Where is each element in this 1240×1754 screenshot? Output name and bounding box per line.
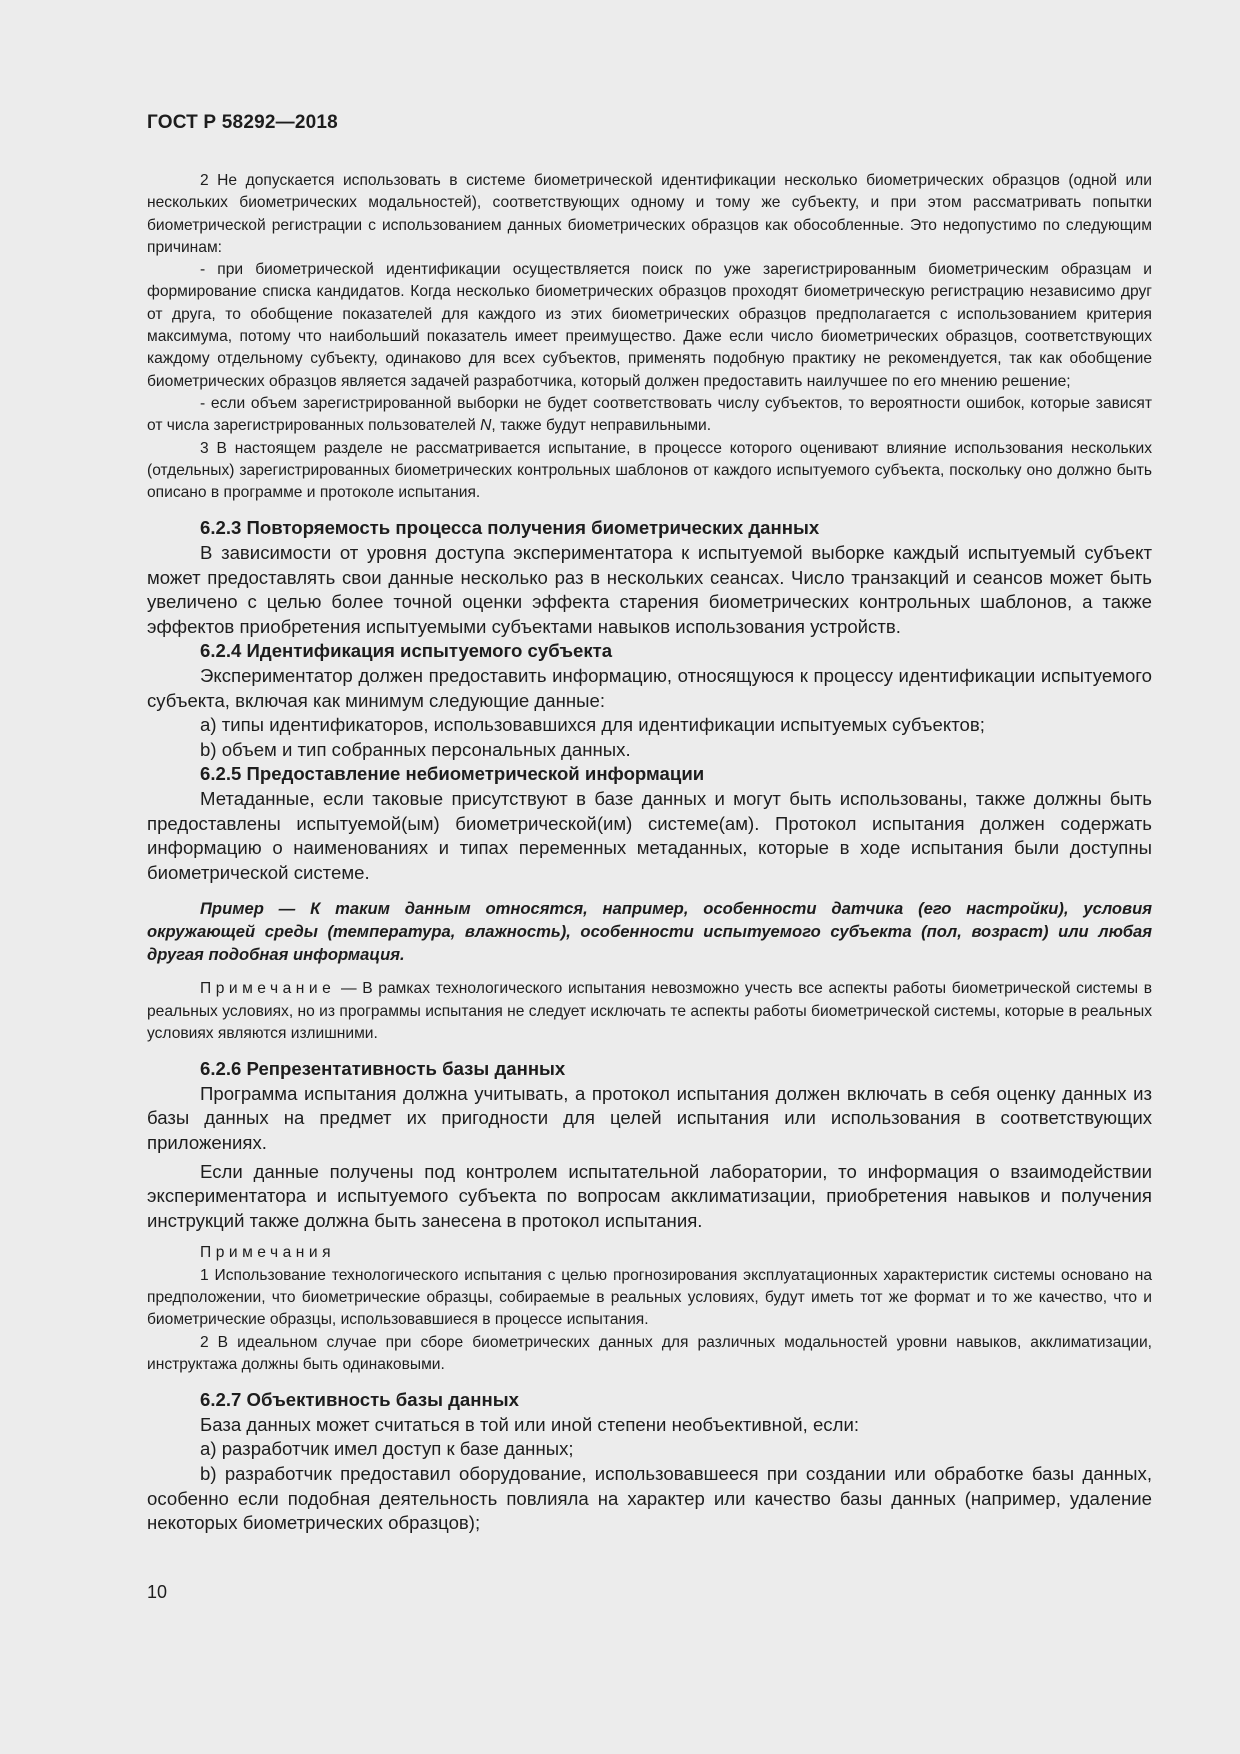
paragraph-6-2-6-1: Программа испытания должна учитывать, а протокол испытания должен включать в себя оценку данных из базы данных на предмет их пригодности для целей испытания или использования в соответствующих приложениях. <box>147 1082 1152 1154</box>
heading-6-2-3: 6.2.3 Повторяемость процесса получения биометрических данных <box>200 517 820 539</box>
heading-6-2-5: 6.2.5 Предоставление небиометрической информации <box>200 763 705 785</box>
heading-6-2-4: 6.2.4 Идентификация испытуемого субъекта <box>200 640 613 662</box>
list-item-b: b) объем и тип собранных персональных данных. <box>200 738 631 760</box>
paragraph-6-2-4: Экспериментатор должен предоставить информацию, относящуюся к процессу идентификации испытуемого субъекта, включая как минимум следующие данные: <box>147 665 1152 711</box>
document-header: ГОСТ Р 58292—2018 <box>147 112 338 133</box>
note-label: Примечание <box>200 980 336 998</box>
paragraph-6-2-7: База данных может считаться в той или иной степени необъективной, если: <box>200 1413 860 1435</box>
note-text: — В рамках технологического испытания невозможно учесть все аспекты работы биометрической системы в реальных условиях, но из программы испытания не следует исключать те аспекты работы биометрической системы, которые в реальных условиях являются излишними. <box>147 980 1152 1042</box>
note-2-item-2-part-a: - если объем зарегистрированной выборки не будет соответствовать числу субъектов, то вероятности ошибок, которые зависят от числа зарегистрированных пользователей <box>147 394 1152 435</box>
note-2-intro: 2 Не допускается использовать в системе биометрической идентификации несколько биометрических образцов (одной или нескольких биометрических модальностей), соответствующих одному и тому же субъекту, и при этом рассматривать попытки биометрической регистрации с использованием данных биометрических образцов как обособленные. Это недопустимо по следующим причинам: <box>147 172 1152 256</box>
paragraph-6-2-6-2: Если данные получены под контролем испытательной лаборатории, то информация о взаимодействии экспериментатора и испытуемого субъекта по вопросам акклиматизации, приобретения навыков и получения инструкций также должна быть занесена в протокол испытания. <box>147 1160 1152 1231</box>
notes-item-1: 1 Использование технологического испытания с целью прогнозирования эксплуатационных характеристик системы основано на предположении, что биометрические образцы, собираемые в реальных условиях, будут иметь тот же формат и то же качество, что и биометрические образцы, использовавшиеся в процессе испытания. <box>147 1266 1152 1329</box>
heading-6-2-7: 6.2.7 Объективность базы данных <box>200 1389 519 1411</box>
note-block <box>147 978 1152 1045</box>
note-2-item-2 <box>147 393 1152 438</box>
example-block: Пример — К таким данным относятся, например, особенности датчика (его настройки), условия окружающей среды (температура, влажность), особенности испытуемого субъекта (пол, возраст) или любая другая подобная информация. <box>147 899 1152 965</box>
paragraph-6-2-5: Метаданные, если таковые присутствуют в базе данных и могут быть использованы, также должны быть предоставлены испытуемой(ым) биометрической(им) системе(ам). Протокол испытания должен содержать информацию о наименованиях и типах переменных метаданных, которые в ходе испытания были доступны биометрической системе. <box>147 787 1152 883</box>
page-number: 10 <box>147 1582 168 1602</box>
note-3: 3 В настоящем разделе не рассматривается испытание, в процессе которого оценивают влияние использования нескольких (отдельных) зарегистрированных биометрических контрольных шаблонов от каждого испытуемого субъекта, поскольку оно должно быть описано в программе и протоколе испытания. <box>147 439 1152 502</box>
list-item-a: a) типы идентификаторов, использовавшихся для идентификации испытуемых субъектов; <box>200 714 985 736</box>
notes-label: Примечания <box>200 1244 336 1262</box>
paragraph-6-2-3: В зависимости от уровня доступа экспериментатора к испытуемой выборке каждый испытуемый субъект может предоставлять свои данные несколько раз в нескольких сеансах. Число транзакций и сеансов может быть увеличено с целью более точной оценки эффекта старения биометрических контрольных шаблонов, а также эффектов приобретения испытуемыми субъектами навыков использования устройств. <box>147 542 1152 637</box>
list-item-b-6-2-7: b) разработчик предоставил оборудование, использовавшееся при создании или обработке базы данных, особенно если подобная деятельность повлияла на характер или качество базы данных (например, удаление некоторых биометрических образцов); <box>147 1462 1152 1534</box>
note-2-item-2-part-b: , также будут неправильными. <box>491 417 712 435</box>
page-body <box>147 170 1152 1536</box>
notes-item-2: 2 В идеальном случае при сборе биометрических данных для различных модальностей уровни навыков, акклиматизации, инструктажа должны быть одинаковыми. <box>147 1333 1152 1373</box>
note-2-item-1: - при биометрической идентификации осуществляется поиск по уже зарегистрированным биометрическим образцам и формирование списка кандидатов. Когда несколько биометрических образцов проходят биометрическую регистрацию независимо друг от друга, то обобщение показателей для каждого из этих биометрических образцов предполагается с использованием критерия максимума, потому что наибольший показатель имеет преимущество. Даже если число биометрических образцов, соответствующих каждому отдельному субъекту, одинаково для всех субъектов, применять подобную практику не рекомендуется, так как обобщение биометрических образцов является задачей разработчика, который должен предоставить наилучшее по его мнению решение; <box>147 261 1152 390</box>
heading-6-2-6: 6.2.6 Репрезентативность базы данных <box>200 1058 566 1080</box>
list-item-a-6-2-7: a) разработчик имел доступ к базе данных; <box>200 1438 574 1460</box>
variable-n: N <box>480 417 492 435</box>
